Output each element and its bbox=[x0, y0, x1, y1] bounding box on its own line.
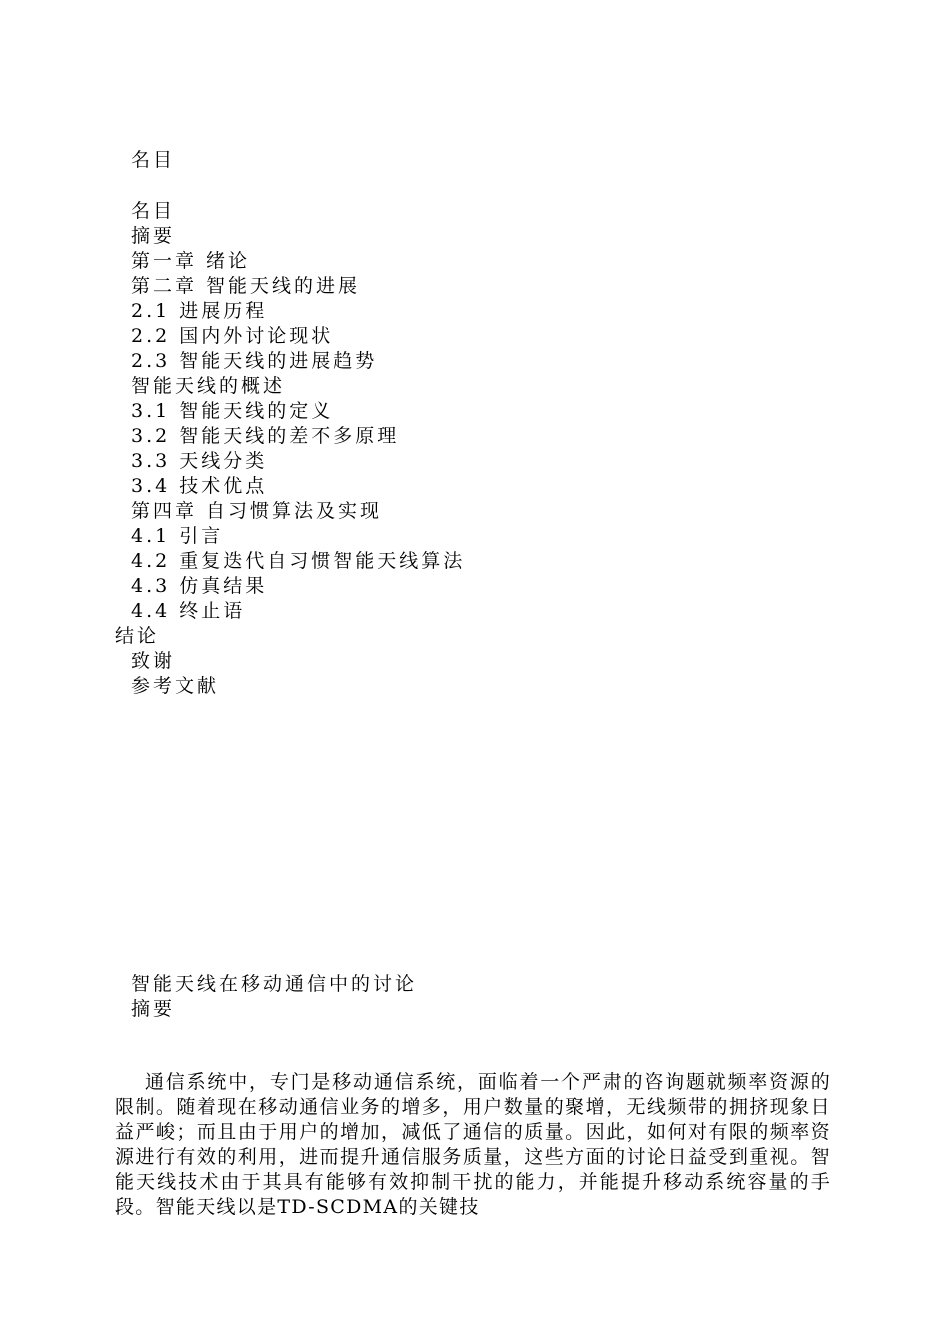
toc-item: 参考文献 bbox=[131, 675, 220, 697]
abstract-paragraph: 通信系统中，专门是移动通信系统，面临着一个严肃的咨询题就频率资源的限制。随着现在移动通信业务的增多，用户数量的聚增，无线频带的拥挤现象日益严峻；而且由于用户的增加，减低了通信的质量。因此，如何对有限的频率资源进行有效的利用，进而提升通信服务质量，这些方面的讨论日益受到重视。智能天线技术由于其具有能够有效抑制干扰的能力，并能提升移动系统容量的手段。智能天线以是TD-SCDMA的关键技 bbox=[115, 1071, 831, 1218]
toc-item: 智能天线的概述 bbox=[131, 375, 286, 397]
toc-item: 名目 bbox=[131, 200, 176, 222]
toc-item: 3.2 智能天线的差不多原理 bbox=[131, 425, 400, 447]
toc-item: 2.3 智能天线的进展趋势 bbox=[131, 350, 378, 372]
toc-item: 第二章 智能天线的进展 bbox=[131, 275, 361, 297]
abstract-heading: 摘要 bbox=[131, 998, 176, 1020]
toc-item: 4.3 仿真结果 bbox=[131, 575, 268, 597]
toc-item: 3.1 智能天线的定义 bbox=[131, 400, 334, 422]
toc-item: 摘要 bbox=[131, 225, 176, 247]
toc-item: 2.2 国内外讨论现状 bbox=[131, 325, 334, 347]
toc-item: 2.1 进展历程 bbox=[131, 300, 268, 322]
toc-item: 致谢 bbox=[131, 650, 176, 672]
paper-title: 智能天线在移动通信中的讨论 bbox=[131, 973, 418, 995]
toc-item: 结论 bbox=[115, 625, 160, 647]
toc-item: 3.3 天线分类 bbox=[131, 450, 268, 472]
toc-item: 第一章 绪论 bbox=[131, 250, 251, 272]
toc-item: 4.1 引言 bbox=[131, 525, 224, 547]
toc-item: 3.4 技术优点 bbox=[131, 475, 268, 497]
toc-item: 第四章 自习惯算法及实现 bbox=[131, 500, 383, 522]
page-heading: 名目 bbox=[131, 149, 176, 171]
toc-item: 4.4 终止语 bbox=[131, 600, 246, 622]
toc-item: 4.2 重复迭代自习惯智能天线算法 bbox=[131, 550, 466, 572]
